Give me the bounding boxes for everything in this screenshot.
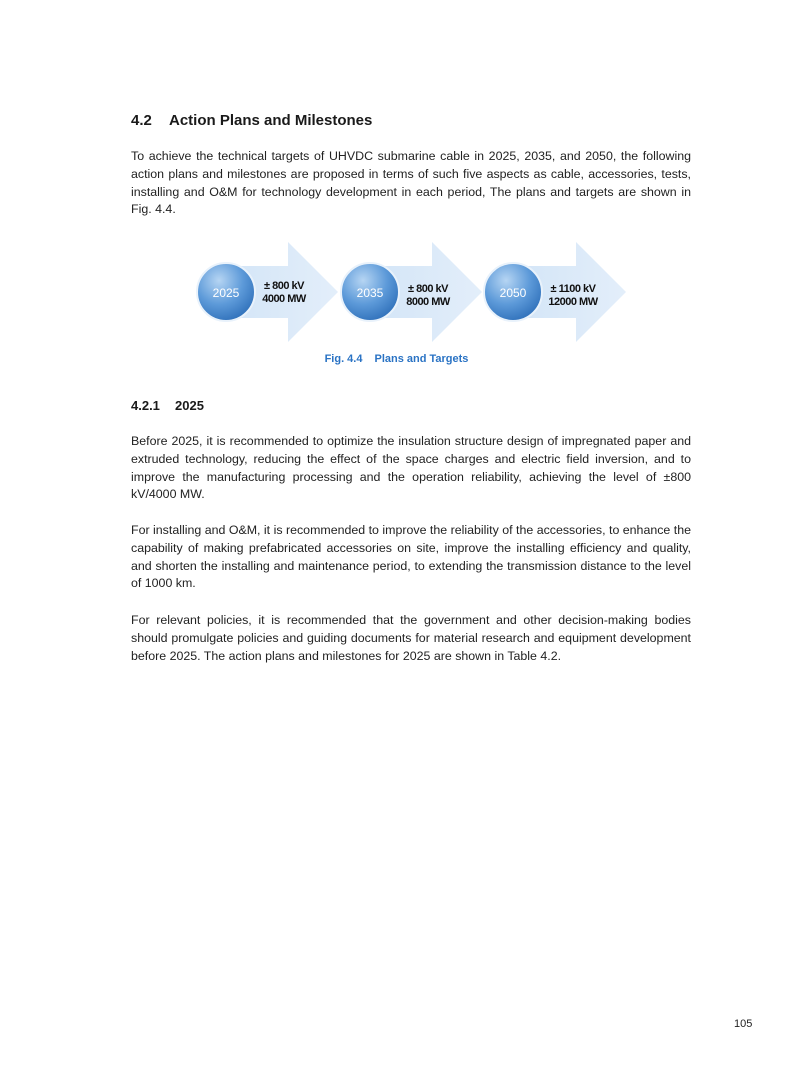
power-label-1: 4000 MW — [262, 293, 306, 305]
year-label-1: 2025 — [212, 286, 240, 300]
section-number: 4.2 — [131, 112, 152, 129]
plans-targets-diagram — [190, 238, 640, 348]
body-paragraph-1: Before 2025, it is recommended to optimize the insulation structure design of impregnated paper and extruded technology, reducing the effect of the space charges and electric field inversion, and to improve the manufacturing processing and the operation reliability, achieving the level of ±800 kV/4000 MW. — [131, 434, 691, 502]
section-title: Action Plans and Milestones — [169, 112, 373, 129]
figure-caption-number: Fig. 4.4 — [324, 353, 363, 365]
voltage-label-3: ± 1100 kV — [550, 283, 596, 295]
page-number: 105 — [734, 1018, 753, 1030]
year-label-3: 2050 — [499, 286, 527, 300]
subsection-number: 4.2.1 — [131, 398, 160, 413]
power-label-3: 12000 MW — [548, 296, 598, 308]
figure-caption-title: Plans and Targets — [374, 353, 469, 365]
section-heading — [131, 112, 372, 129]
subsection-title: 2025 — [175, 398, 204, 413]
target-step-2035 — [341, 242, 482, 342]
body-paragraph-2: For installing and O&M, it is recommended to improve the reliability of the accessories, to enhance the capability of making prefabricated accessories on site, improve the installing efficiency and quality, and shorten the installing and maintenance period, to extending the transmission distance to the level of 1000 km. — [131, 523, 691, 591]
plans-targets-figure — [190, 238, 640, 348]
figure-caption — [0, 353, 793, 365]
body-paragraph-3: For relevant policies, it is recommended that the government and other decision-making bodies should promulgate policies and guiding documents for material research and equipment development before 2025. The action plans and milestones for 2025 are shown in Table 4.2. — [131, 613, 691, 663]
year-label-2: 2035 — [356, 286, 384, 300]
intro-paragraph: To achieve the technical targets of UHVDC submarine cable in 2025, 2035, and 2050, the following action plans and milestones are proposed in terms of such five aspects as cable, accessories, tests, installing and O&M for technology development in each period, The plans and targets are shown in Fig. 4.4. — [131, 149, 691, 217]
power-label-2: 8000 MW — [406, 296, 450, 308]
subsection-heading — [131, 398, 204, 413]
voltage-label-1: ± 800 kV — [264, 280, 304, 292]
target-step-2025 — [197, 242, 338, 342]
target-step-2050 — [484, 242, 626, 342]
voltage-label-2: ± 800 kV — [408, 283, 448, 295]
